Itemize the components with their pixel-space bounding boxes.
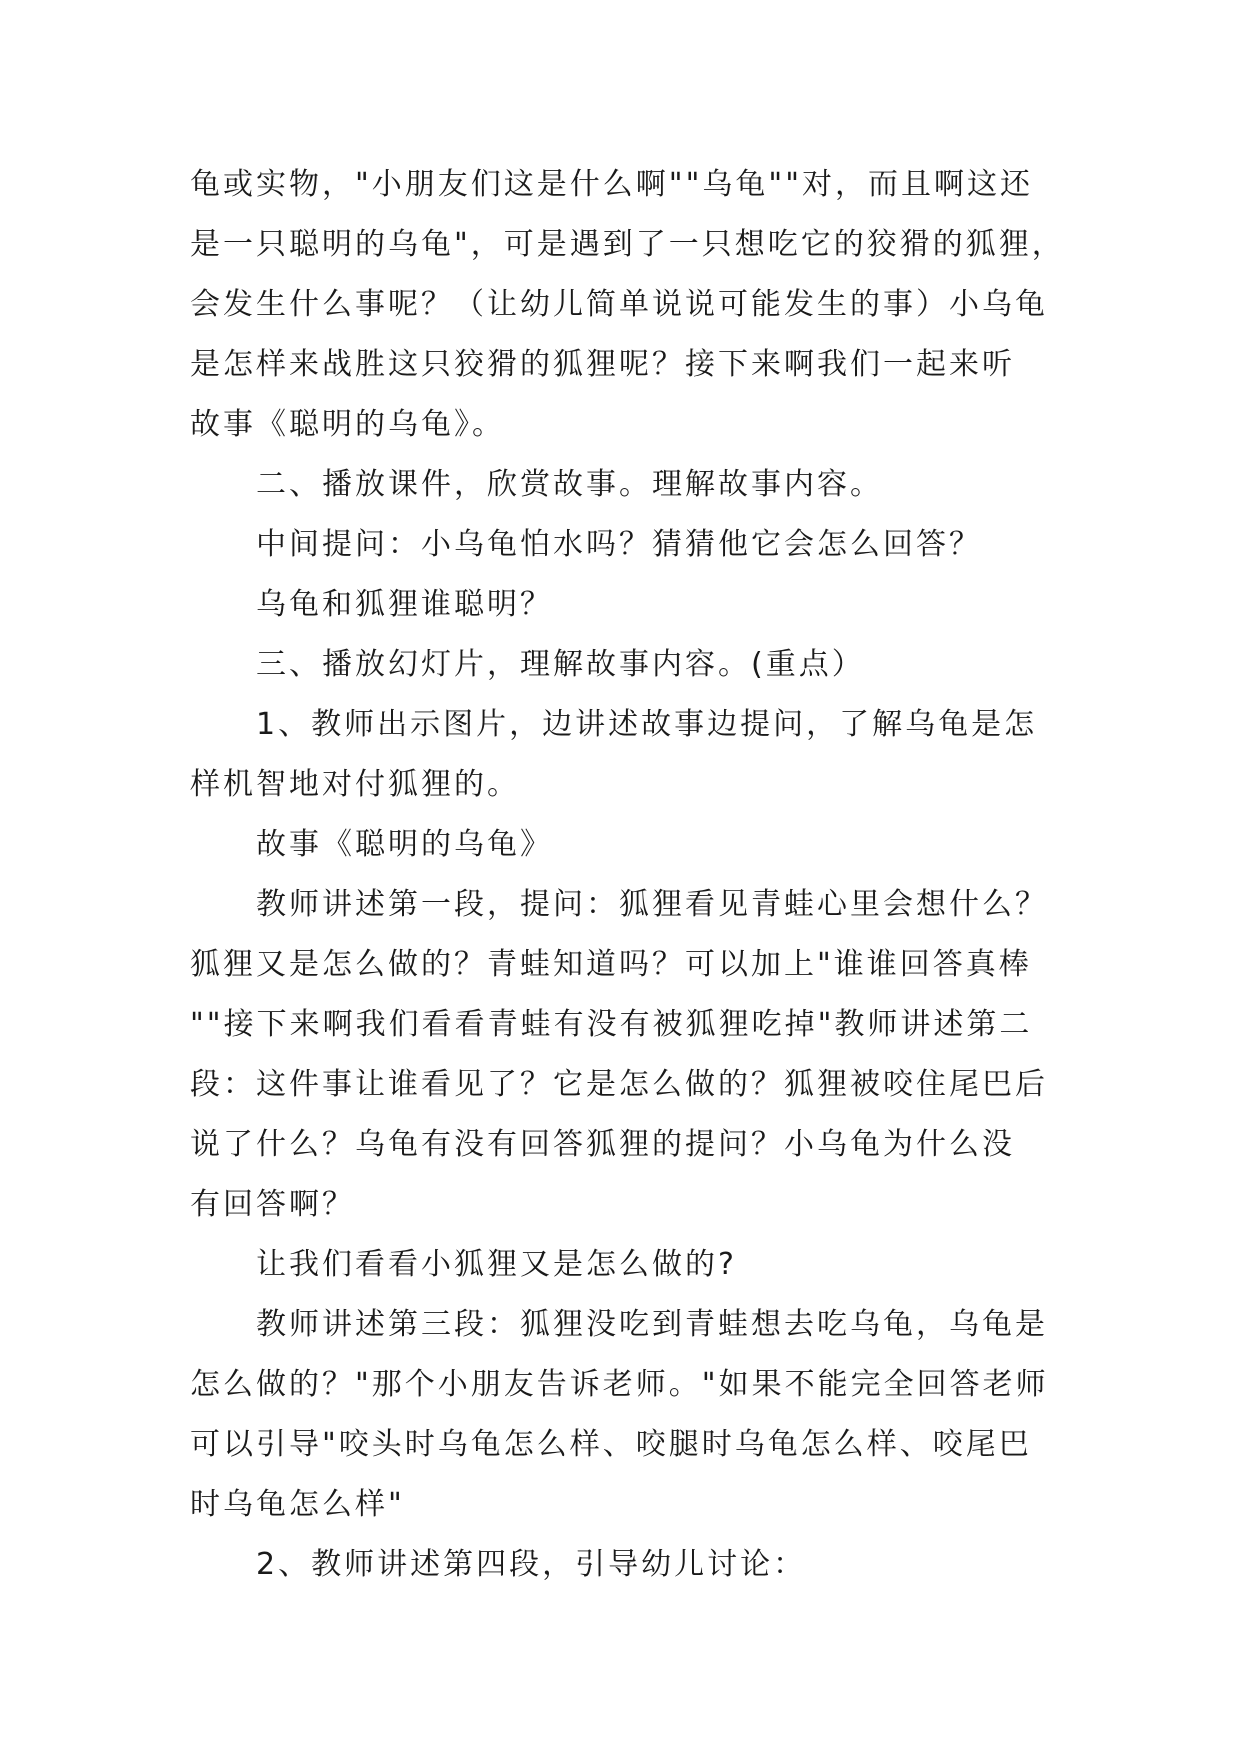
document-body: [190, 155, 1070, 1595]
text-line: 时乌龟怎么样": [190, 1487, 405, 1522]
section-heading: 二、播放课件，欣赏故事。理解故事内容。: [256, 467, 883, 502]
text-line: 教师讲述第三段：狐狸没吃到青蛙想去吃乌龟，乌龟是: [256, 1307, 1048, 1342]
text-line: 段：这件事让谁看见了？它是怎么做的？狐狸被咬住尾巴后: [190, 1067, 1048, 1102]
text-line: 狐狸又是怎么做的？青蛙知道吗？可以加上"谁谁回答真棒: [190, 947, 1032, 982]
text-line: 教师讲述第一段，提问：狐狸看见青蛙心里会想什么？: [256, 887, 1048, 922]
text-line: 是一只聪明的乌龟"，可是遇到了一只想吃它的狡猾的狐狸，: [190, 227, 1065, 262]
text-line: 会发生什么事呢？（让幼儿简单说说可能发生的事）小乌龟: [190, 287, 1048, 322]
text-line: 故事《聪明的乌龟》。: [190, 407, 505, 442]
text-line: 龟或实物，"小朋友们这是什么啊""乌龟""对，而且啊这还: [190, 167, 1033, 202]
text-line: 可以引导"咬头时乌龟怎么样、咬腿时乌龟怎么样、咬尾巴: [190, 1427, 1032, 1462]
text-line: 样机智地对付狐狸的。: [190, 767, 520, 802]
text-line: 1、教师出示图片，边讲述故事边提问，了解乌龟是怎: [256, 707, 1038, 742]
text-line: 说了什么？乌龟有没有回答狐狸的提问？小乌龟为什么没: [190, 1127, 1015, 1162]
text-line: 2、教师讲述第四段，引导幼儿讨论：: [256, 1547, 807, 1582]
text-line: 是怎样来战胜这只狡猾的狐狸呢？接下来啊我们一起来听: [190, 347, 1015, 382]
text-line: 中间提问：小乌龟怕水吗？猜猜他它会怎么回答？: [256, 527, 982, 562]
text-line: 有回答啊？: [190, 1187, 355, 1222]
text-line: 怎么做的？"那个小朋友告诉老师。"如果不能完全回答老师: [190, 1367, 1049, 1402]
story-title: 故事《聪明的乌龟》: [256, 827, 553, 862]
text-line: ""接下来啊我们看看青蛙有没有被狐狸吃掉"教师讲述第二: [190, 1007, 1033, 1042]
text-line: 乌龟和狐狸谁聪明？: [256, 587, 553, 622]
text-line: 让我们看看小狐狸又是怎么做的?: [256, 1247, 737, 1282]
section-heading: 三、播放幻灯片，理解故事内容。(重点）: [256, 647, 865, 682]
